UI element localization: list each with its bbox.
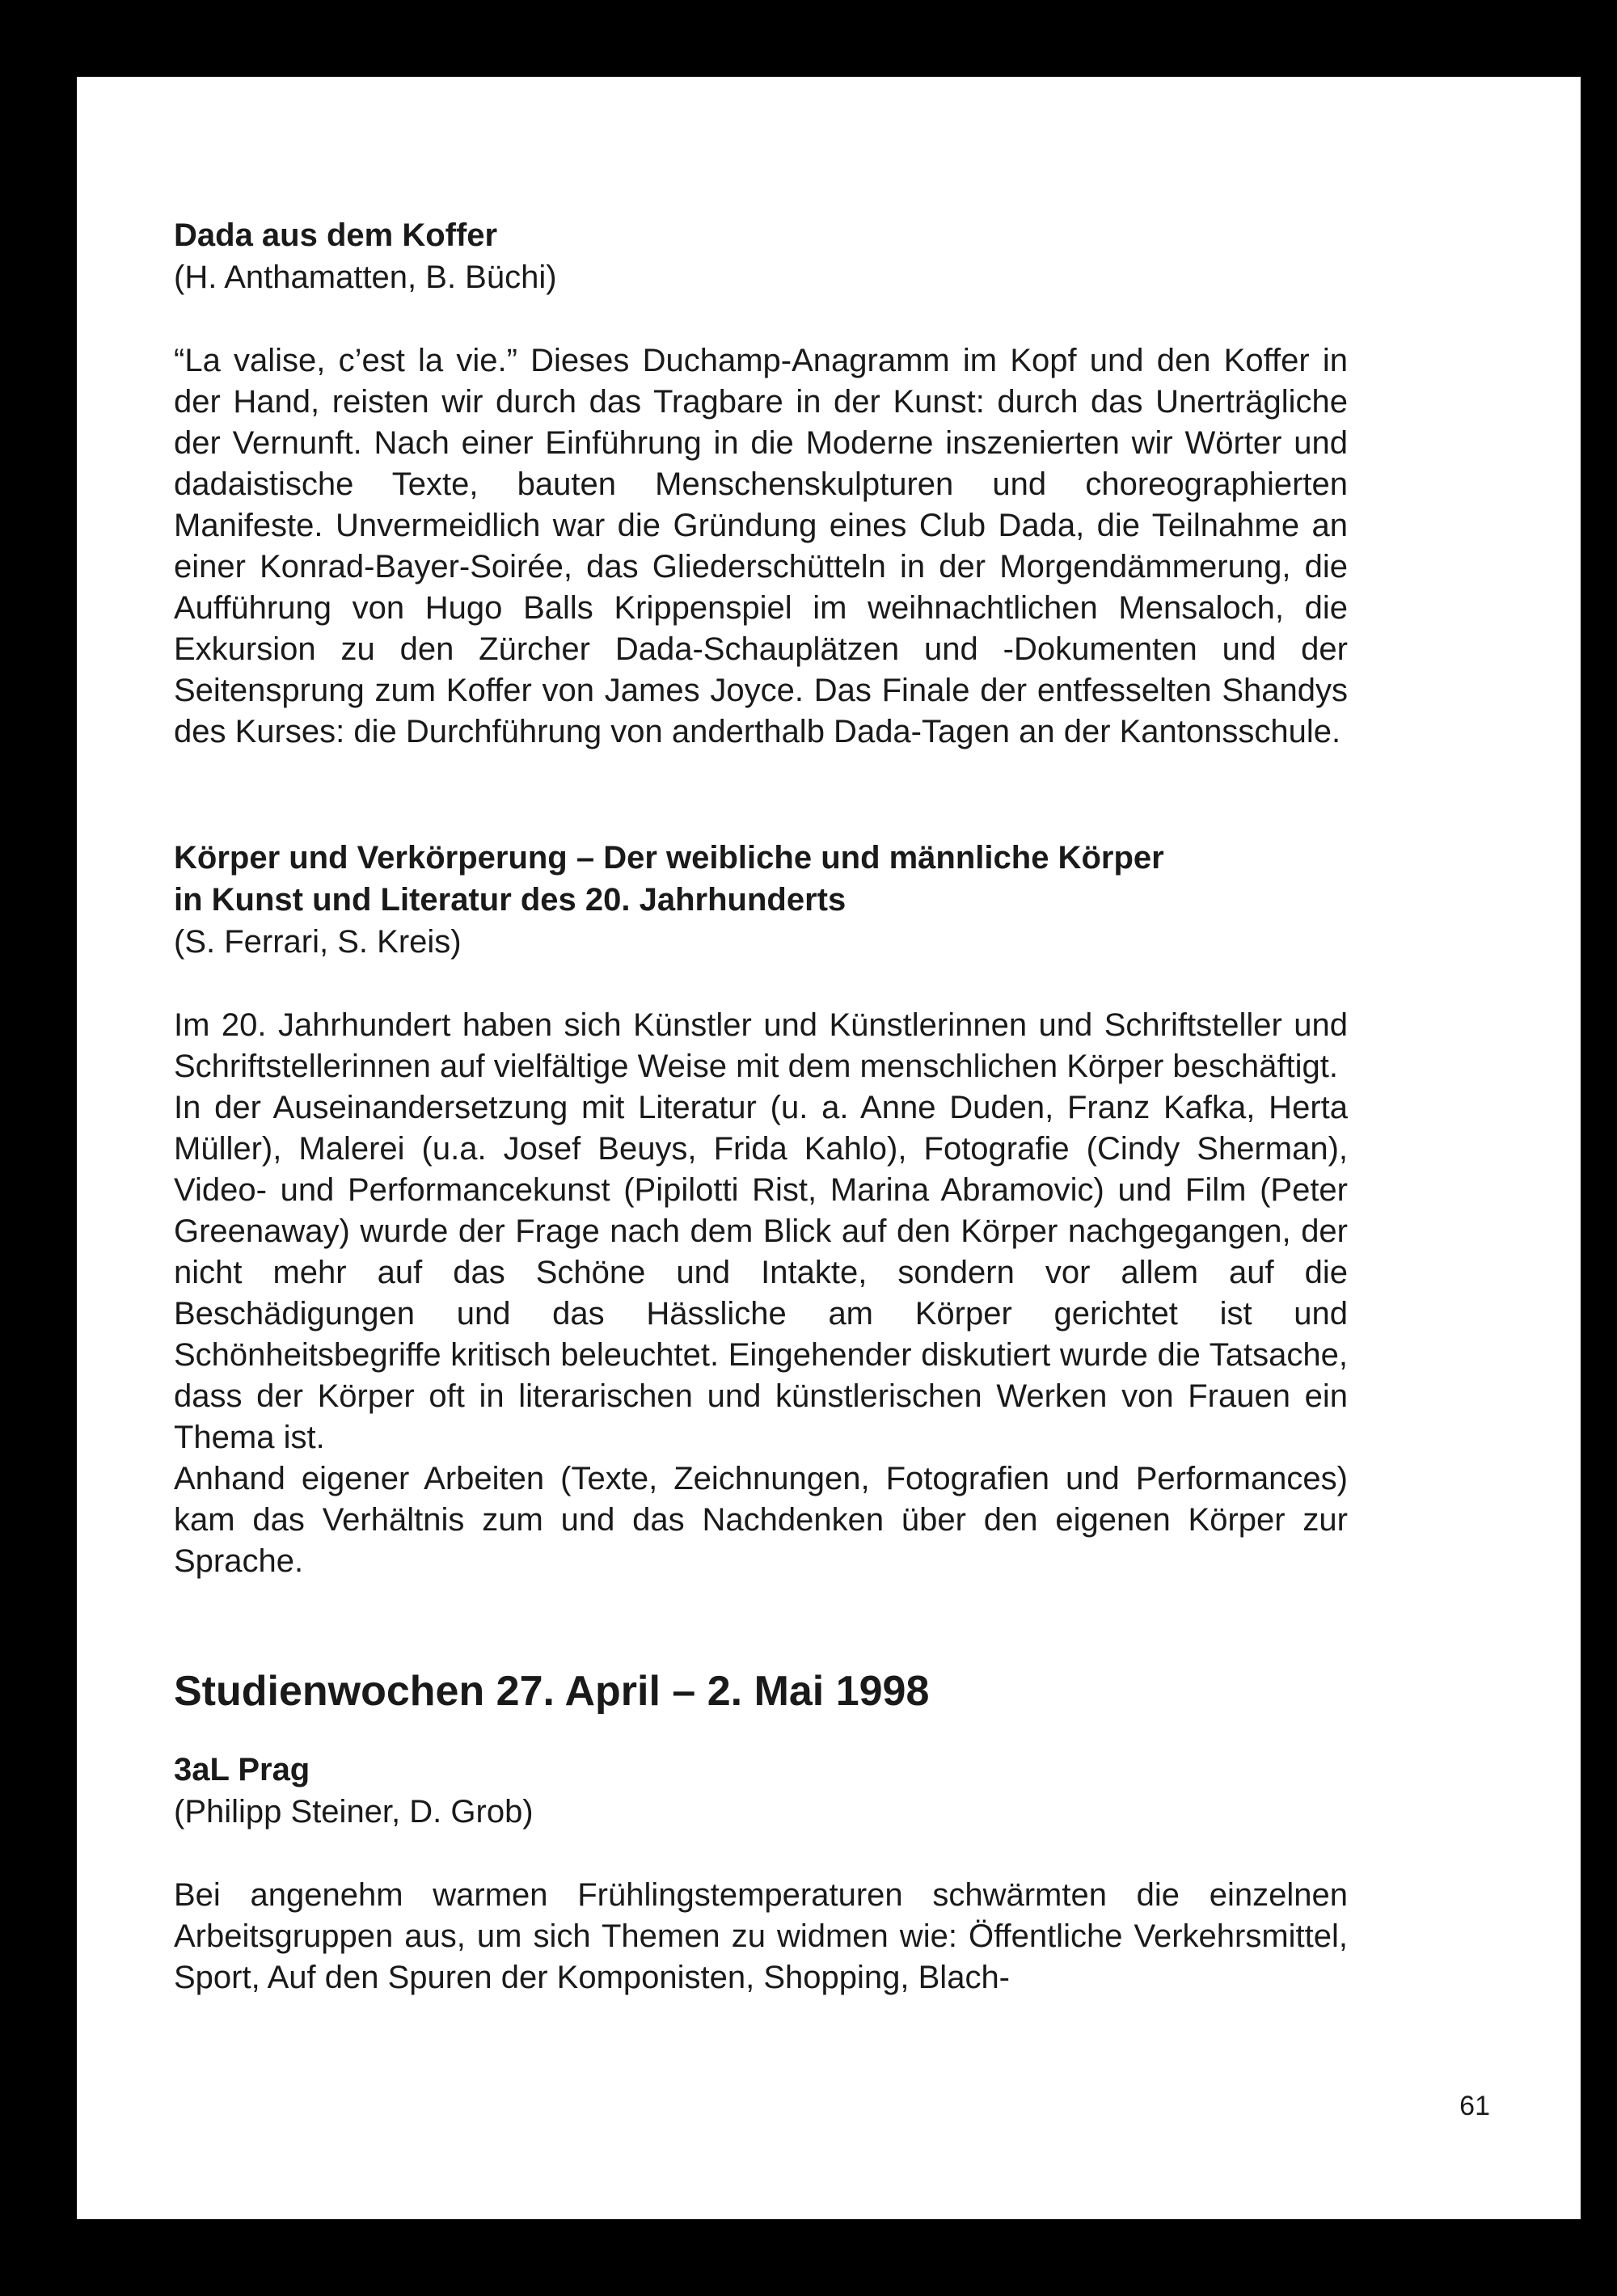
- studienwochen-subtitle: 3aL Prag: [174, 1752, 310, 1787]
- studienwochen-authors: (Philipp Steiner, D. Grob): [174, 1794, 534, 1830]
- section-paragraph-koerper-1: Im 20. Jahrhundert haben sich Künstler und Künstlerinnen und Schriftsteller und Schriftstellerinnen auf vielfältige Weise mit dem menschlichen Körper beschäftigt.: [174, 1007, 1348, 1084]
- studienwochen-paragraph: Bei angenehm warmen Frühlingstemperaturen schwärmten die einzelnen Arbeitsgruppen aus, um sich Themen zu widmen wie: Öffentliche Verkehrsmittel, Sport, Auf den Spuren der Komponisten, Shopping, Blach-: [174, 1877, 1348, 1995]
- studienwochen-title: Studienwochen 27. April – 2. Mai 1998: [174, 1668, 930, 1715]
- section-heading-dada: Dada aus dem Koffer: [174, 217, 498, 253]
- page-content: [174, 214, 1348, 1998]
- section-paragraph-koerper-3: Anhand eigener Arbeiten (Texte, Zeichnungen, Fotografien und Performances) kam das Verhältnis zum und das Nachdenken über den eigenen Körper zur Sprache.: [174, 1461, 1348, 1579]
- section-heading-koerper-line1: Körper und Verkörperung – Der weibliche und männliche Körper: [174, 840, 1164, 876]
- section-heading-koerper-line2: in Kunst und Literatur des 20. Jahrhunderts: [174, 882, 846, 918]
- section-paragraph-dada: “La valise, c’est la vie.” Dieses Duchamp-Anagramm im Kopf und den Koffer in der Hand, reisten wir durch das Tragbare in der Kunst: durch das Unerträgliche der Vernunft. Nach einer Einführung in die Moderne inszenierten wir Wörter und dadaistische Texte, bauten Menschenskulpturen und choreographierten Manifeste. Unvermeidlich war die Gründung eines Club Dada, die Teilnahme an einer Konrad-Bayer-Soirée, das Gliederschütteln in der Morgendämmerung, die Aufführung von Hugo Balls Krippenspiel im weihnachtlichen Mensaloch, die Exkursion zu den Zürcher Dada-Schauplätzen und -Dokumenten und der Seitensprung zum Koffer von James Joyce. Das Finale der entfesselten Shandys des Kurses: die Durchführung von anderthalb Dada-Tagen an der Kantonsschule.: [174, 343, 1348, 749]
- section-authors-dada: (H. Anthamatten, B. Büchi): [174, 260, 557, 295]
- section-paragraph-koerper-2: In der Auseinandersetzung mit Literatur (u. a. Anne Duden, Franz Kafka, Herta Müller), Malerei (u.a. Josef Beuys, Frida Kahlo), Fotografie (Cindy Sherman), Video- und Performancekunst (Pipilotti Rist, Marina Abramovic) und Film (Peter Greenaway) wurde der Frage nach dem Blick auf den Körper nachgegangen, der nicht mehr auf das Schöne und Intakte, sondern vor allem auf die Beschädigungen und das Hässliche am Körper gerichtet ist und Schönheitsbegriffe kritisch beleuchtet. Eingehender diskutiert wurde die Tatsache, dass der Körper oft in literarischen und künstlerischen Werken von Frauen ein Thema ist.: [174, 1090, 1348, 1455]
- section-authors-koerper: (S. Ferrari, S. Kreis): [174, 924, 462, 960]
- page-number: 61: [1459, 2091, 1490, 2121]
- document-page: [77, 77, 1581, 2219]
